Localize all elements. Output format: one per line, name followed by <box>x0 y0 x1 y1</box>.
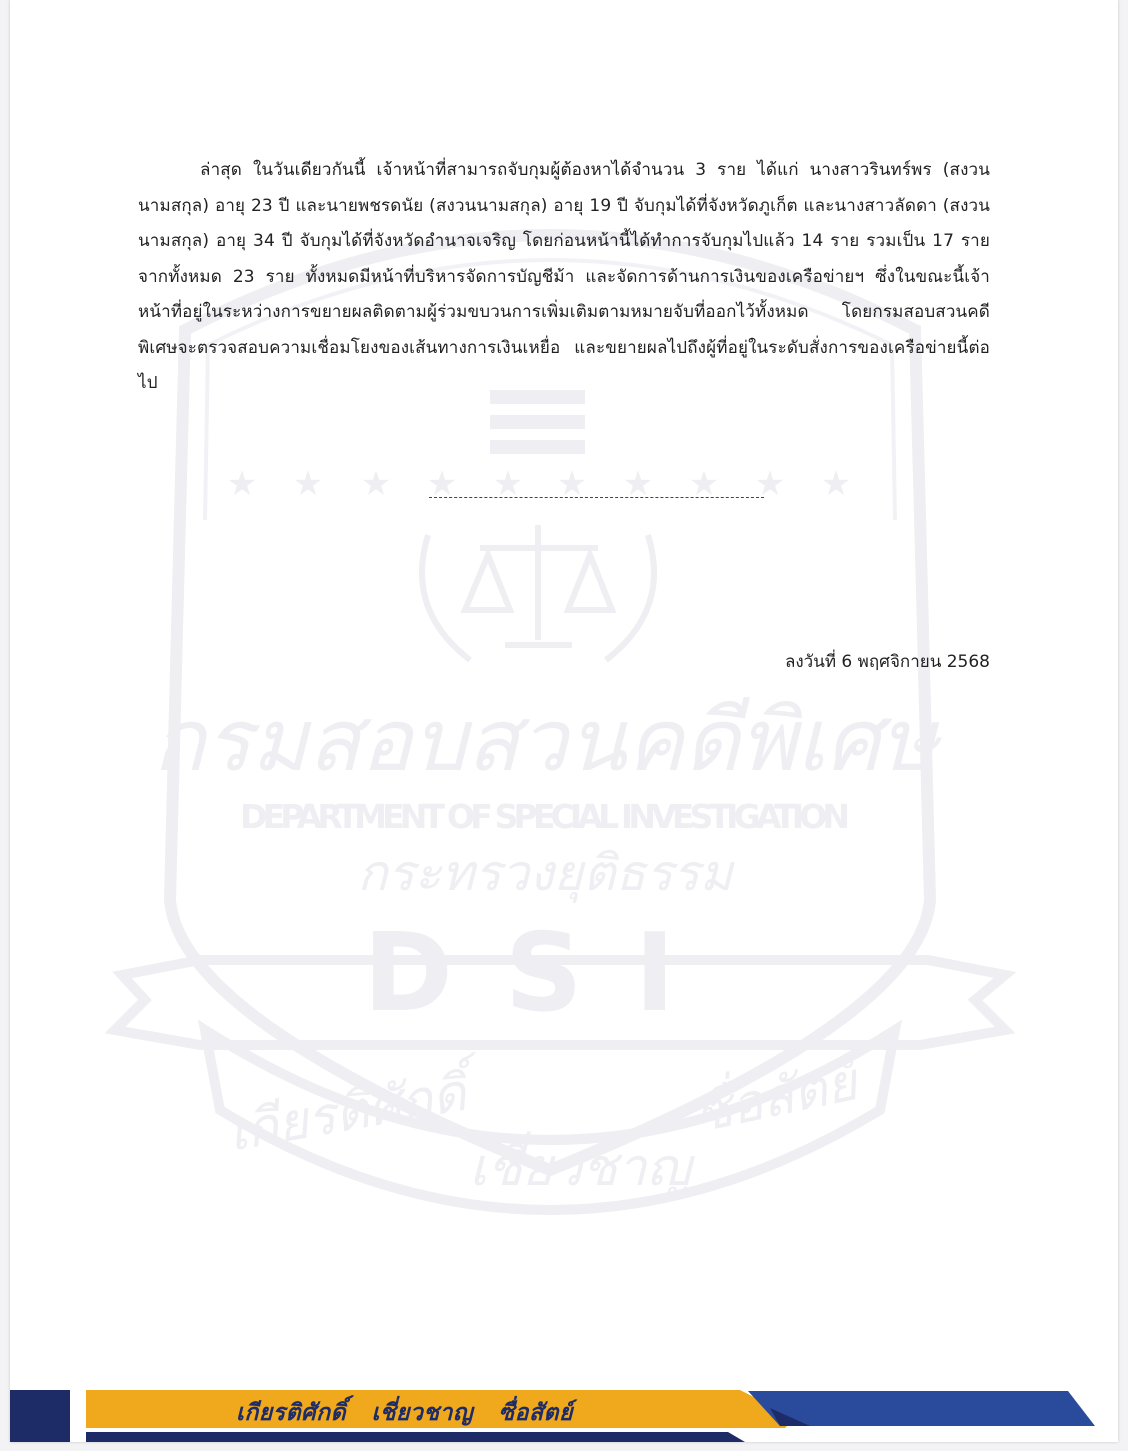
watermark-motto-1: เกียรติศักดิ์ <box>223 1062 471 1164</box>
seal-stripe-2 <box>490 415 585 429</box>
seal-stars <box>227 464 851 504</box>
watermark-motto-3: ซื่อสัตย์ <box>690 1052 863 1145</box>
footer-navy-block <box>10 1390 70 1442</box>
footer-banner <box>10 1388 1118 1442</box>
watermark-ministry: กระทรวงยุติธรรม <box>357 844 733 902</box>
press-release-paragraph: ล่าสุด ในวันเดียวกันนี้ เจ้าหน้าที่สามารถจับกุมผู้ต้องหาได้จำนวน 3 ราย ได้แก่ นางสาวรินทร์พร (สงวนนามสกุล) อายุ 23 ปี และนายพชรดนัย (สงวนนามสกุล) อายุ 19 ปี จับกุมได้ที่จังหวัดภูเก็ต และนางสาวลัดดา (สงวนนามสกุล) อายุ 34 ปี จับกุมได้ที่จังหวัดอำนาจเจริญ โดยก่อนหน้านี้ได้ทำการจับกุมไปแล้ว 14 ราย รวมเป็น 17 รายจากทั้งหมด 23 ราย ทั้งหมดมีหน้าที่บริหารจัดการบัญชีม้า และจัดการด้านการเงินของเครือข่ายฯ ซึ่งในขณะนี้เจ้าหน้าที่อยู่ในระหว่างการขยายผลติดตามผู้ร่วมขบวนการเพิ่มเติมตามหมายจับที่ออกไว้ทั้งหมด โดยกรมสอบสวนคดีพิเศษจะตรวจสอบความเชื่อมโยงของเส้นทางการเงินเหยื่อ และขยายผลไปถึงผู้ที่อยู่ในระดับสั่งการของเครือข่ายนี้ต่อไป <box>138 160 990 393</box>
watermark-motto-2: เชี่ยวชาญ <box>469 1138 691 1198</box>
svg-text:★: ★ <box>426 464 458 504</box>
section-divider <box>429 497 764 498</box>
watermark-acronym: DSI <box>363 911 727 1036</box>
svg-text:★: ★ <box>622 464 654 504</box>
seal-stripe-3 <box>490 440 585 454</box>
dated-line: ลงวันที่ 6 พฤศจิกายน 2568 <box>784 652 990 672</box>
watermark-thai-name: กรมสอบสวนคดีพิเศษ <box>153 691 937 791</box>
svg-text:★: ★ <box>292 464 324 504</box>
svg-text:★: ★ <box>688 464 720 504</box>
svg-text:★: ★ <box>754 464 786 504</box>
footer-navy-underline <box>86 1432 745 1442</box>
document-page <box>10 0 1118 1442</box>
watermark-english-name: DEPARTMENT OF SPECIAL INVESTIGATION <box>240 797 850 836</box>
footer-motto: เกียรติศักดิ์ เชี่ยวชาญ ซื่อสัตย์ <box>236 1400 573 1426</box>
scales-of-justice-icon <box>422 525 654 660</box>
svg-text:★: ★ <box>226 464 258 504</box>
footer-blue-band <box>748 1391 1095 1426</box>
svg-text:★: ★ <box>556 464 588 504</box>
svg-text:★: ★ <box>492 464 524 504</box>
svg-text:★: ★ <box>360 464 392 504</box>
svg-text:★: ★ <box>820 464 852 504</box>
